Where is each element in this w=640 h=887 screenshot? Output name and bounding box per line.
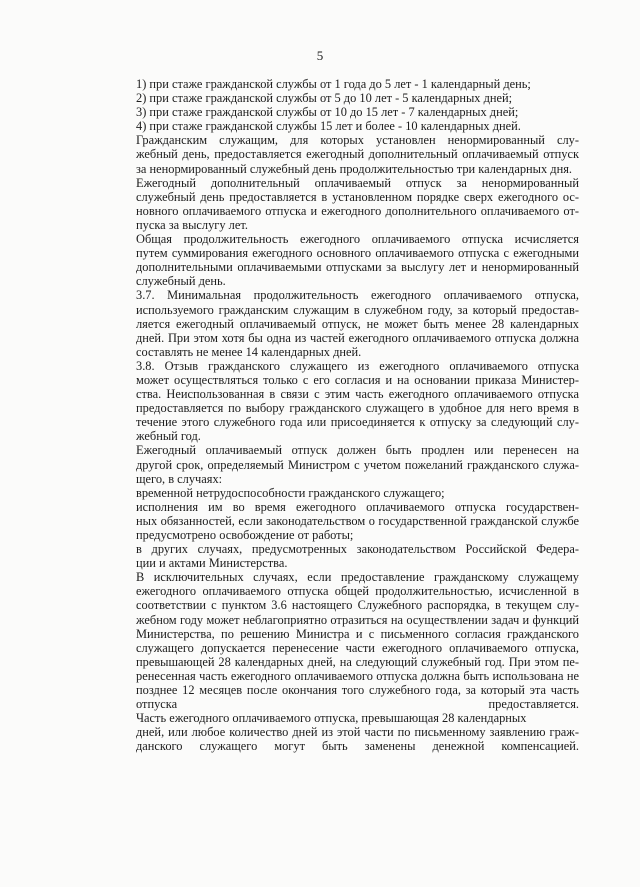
- list-item: 1) при стаже гражданской службы от 1 года до 5 лет - 1 календарный день;: [136, 77, 531, 91]
- paragraph: В исключительных случаях, если предоставление гражданскому служащему ежегодного оплачиваемого отпуска общей продолжительностью, исчисленной в соответствии с пунктом 3.6 настоящего Служебного распорядка, в текущем слу- жебном году может неблагоприятно отразиться на осуществлении задач и функций Министерства, по решению Министра и с письменного согласия гражданского служащего допускается перенесение части ежегодного оплачиваемого отпуска, превышающей 28 календарных дней, на следующий служебный год. При этом пе- ренесенная часть ежегодного оплачиваемого отпуска должна быть использована не позднее 12 месяцев после окончания того служебного года, за который эта часть отпуска предоставляется. Часть ежегодного оплачиваемого отпуска, превышающая 28 календарных: [136, 570, 579, 726]
- list-item: исполнения им во время ежегодного оплачиваемого отпуска государствен- ных обязанностей, если законодательством о государственной гражданской службе предусмотрено освобождение от работы;: [136, 499, 579, 542]
- list-item: 2) при стаже гражданской службы от 5 до 10 лет - 5 календарных дней;: [136, 91, 513, 106]
- paragraph: Ежегодный дополнительный оплачиваемый отпуск за ненормированный служебный день предоставляется в установленном порядке сверх ежегодного ос- новного оплачиваемого отпуска и ежегодного дополнительного оплачиваемого от- пуска за выслугу лет.: [136, 175, 579, 232]
- document-body: [104, 77, 579, 754]
- list-item: 3) при стаже гражданской службы от 10 до 15 лет - 7 календарных дней;: [136, 105, 519, 120]
- paragraph: Общая продолжительность ежегодного оплачиваемого отпуска исчисляется путем суммирования ежегодного основного оплачиваемого отпуска с ежегодными дополнительными оплачиваемыми отпусками за выслугу лет и ненормированный служебный день.: [136, 232, 579, 289]
- paragraph: 3.8. Отзыв гражданского служащего из ежегодного оплачиваемого отпуска может осуществляться только с его согласия и на основании приказа Министер- ства. Неиспользованная в связи с этим часть ежегодного оплачиваемого отпуска предоставляется по выбору гражданского служащего в удобное для него время в течение этого служебного года или присоединяется к отпуску за следующий слу- жебный год.: [136, 358, 579, 444]
- list-item: временной нетрудоспособности гражданского служащего;: [136, 485, 445, 500]
- paragraph: 3.7. Минимальная продолжительность ежегодного оплачиваемого отпуска, используемого гражданским служащим в служебном году, за который предостав- ляется ежегодный оплачиваемый отпуск, не может быть менее 28 календарных дней. При этом хотя бы одна из частей ежегодного оплачиваемого отпуска должна составлять не менее 14 календарных дней.: [136, 288, 579, 359]
- list-item: в других случаях, предусмотренных законодательством Российской Федера- ции и актами Министерства.: [136, 542, 579, 571]
- paragraph: дней, или любое количество дней из этой части по письменному заявлению граж- данского служащего могут быть заменены денежной компенсацией.: [136, 725, 579, 754]
- paragraph: Гражданским служащим, для которых установлен ненормированный слу- жебный день, предоставляется ежегодный дополнительный оплачиваемый отпуск за ненормированный служебный день продолжительностью три календарных дня.: [136, 133, 579, 176]
- list-item: 4) при стаже гражданской службы 15 лет и более - 10 календарных дней.: [136, 119, 521, 134]
- paragraph: Ежегодный оплачиваемый отпуск должен быть продлен или перенесен на другой срок, определяемый Министром с учетом пожеланий гражданского служа- щего, в случаях:: [136, 443, 579, 486]
- page-number: 5: [316, 48, 324, 63]
